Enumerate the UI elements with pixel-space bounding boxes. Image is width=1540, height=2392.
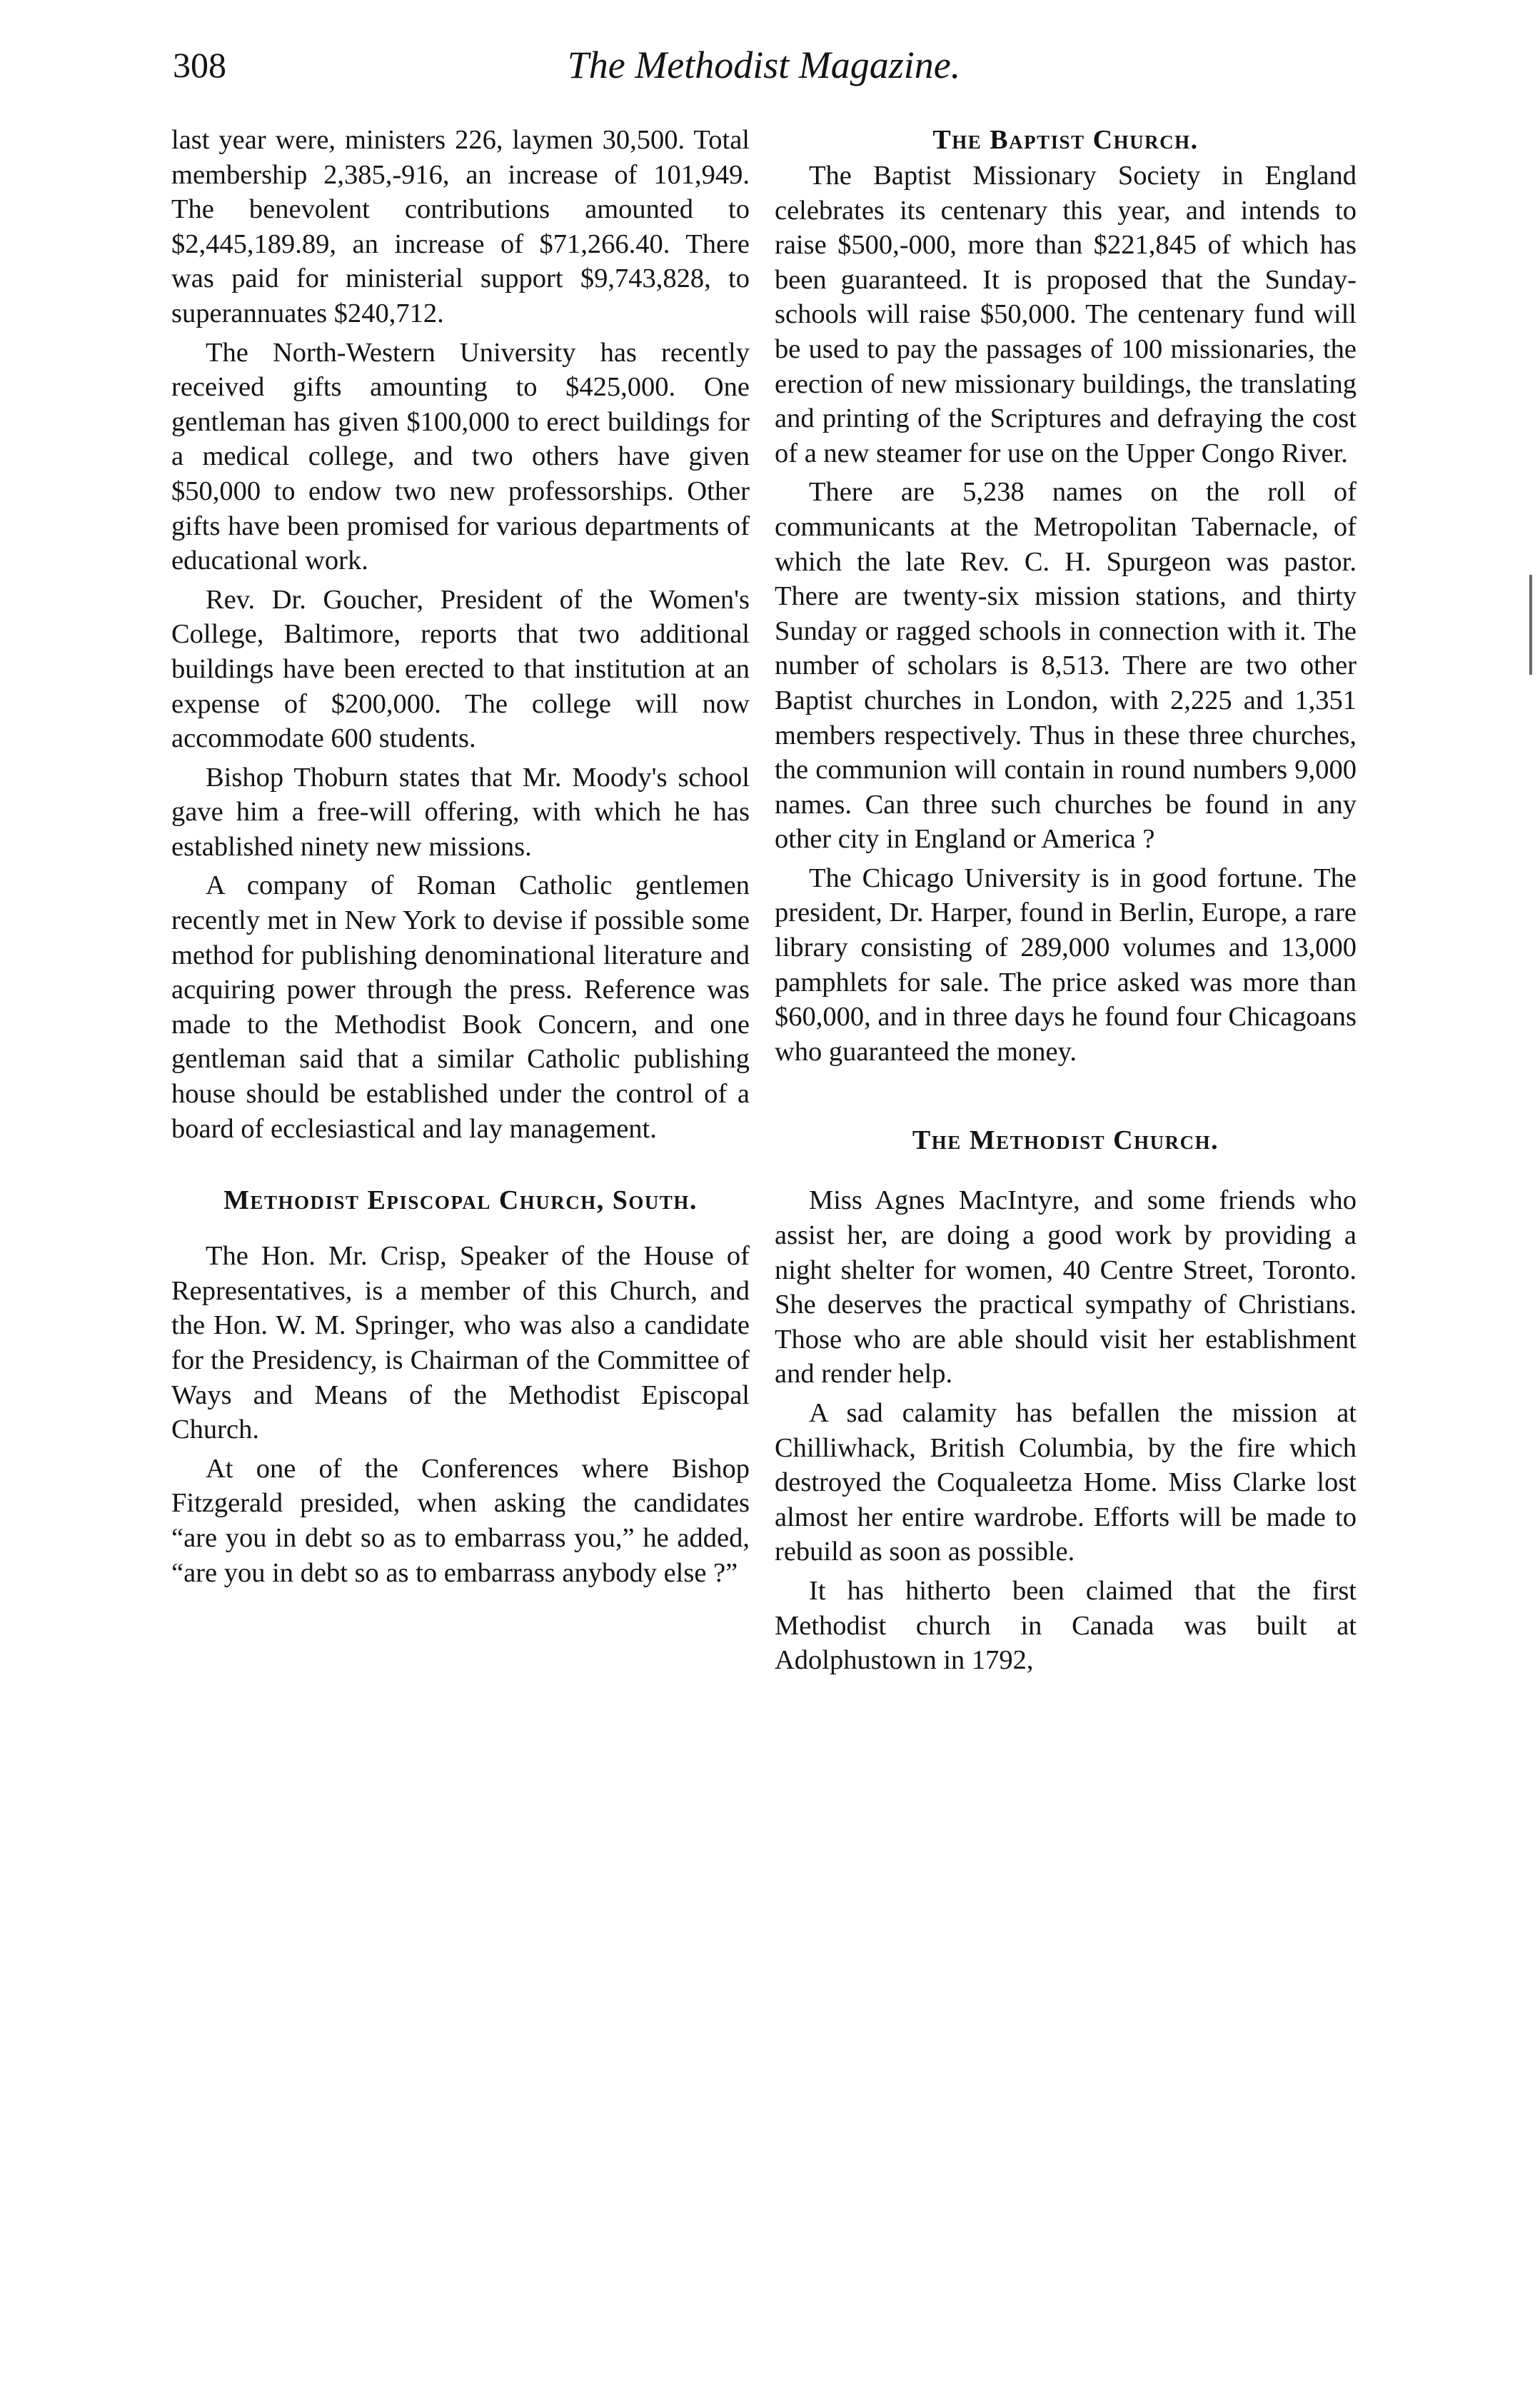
paragraph-first-methodist-church: It has hitherto been claimed that the first Methodist church in Canada was built at Adolphustown in 1792, [775, 1575, 1357, 1676]
running-head: The Methodist Magazine. [567, 44, 961, 86]
paragraph-metropolitan-tabernacle: There are 5,238 names on the roll of communicants at the Metropolitan Tabernacle, of which the late Rev. C. H. Spurgeon was pastor. There are twenty-six mission stations, and thirty Sunday or ragged schools in connection with it. The number of scholars is 8,513. There are two other Baptist churches in London, with 2,225 and 1,351 members respectively. Thus in these three churches, the communion will contain in round numbers 9,000 names. Can three such churches be found in any other city in England or America ? [775, 477, 1357, 855]
paragraph-chicago-university: The Chicago University is in good fortune. The president, Dr. Harper, found in Berlin, Europe, a rare library consisting of 289,000 volumes and 13,000 pamphlets for sale. The price asked was more than $60,000, and in three days he found four Chicagoans who guaranteed the money. [775, 863, 1357, 1067]
page-number: 308 [173, 45, 226, 85]
paragraph-chilliwhack-mission: A sad calamity has befallen the mission at Chilliwhack, British Columbia, by the fire which destroyed the Coqualeetza Home. Miss Clarke lost almost her entire wardrobe. Efforts will be made to rebuild as soon as possible. [775, 1398, 1357, 1567]
paragraph-baptist-missionary-society: The Baptist Missionary Society in England celebrates its centenary this year, and intends to raise $500,-000, more than $221,845 of which has been guaranteed. It is proposed that the Sunday-schools will raise $50,000. The centenary fund will be used to pay the passages of 100 missionaries, the erection of new missionary buildings, the translating and printing of the Scriptures and defraying the cost of a new steamer for use on the Upper Congo River. [775, 161, 1357, 468]
page-header [157, 39, 1371, 96]
paragraph-north-western-university: The North-Western University has recently received gifts amounting to $425,000. One gentleman has given $100,000 to erect buildings for a medical college, and two others have given $50,000 to endow two new professorships. Other gifts have been promised for various departments of educational work. [171, 337, 750, 576]
paragraph-agnes-macintyre: Miss Agnes MacIntyre, and some friends who assist her, are doing a good work by providing a night shelter for women, 40 Centre Street, Toronto. She deserves the practical sympathy of Christians. Those who are able should visit her establishment and render help. [775, 1185, 1357, 1390]
paragraph-womens-college: Rev. Dr. Goucher, President of the Women's College, Baltimore, reports that two additional buildings have been erected to that institution at an expense of $200,000. The college will now accommodate 600 students. [171, 584, 750, 754]
left-column [171, 123, 750, 1594]
paragraph-membership-statistics: last year were, ministers 226, laymen 30,500. Total membership 2,385,-916, an increase of 101,949. The benevolent contributions amounted to $2,445,189.89, an increase of $71,266.40. There was paid for ministerial support $9,743,828, to superannuates $240,712. [171, 125, 750, 328]
paragraph-bishop-fitzgerald: At one of the Conferences where Bishop Fitzgerald presided, when asking the candidates “are you in debt so as to embarrass you,” he added, “are you in debt so as to embarrass anybody else ?” [171, 1453, 750, 1588]
right-column [775, 123, 1357, 1682]
section-heading-baptist-church: The Baptist Church. [932, 125, 1199, 155]
section-heading-methodist-episcopal-south: Methodist Episcopal Church, South. [223, 1185, 698, 1216]
scan-edge-mark [1529, 575, 1532, 675]
paragraph-hon-crisp: The Hon. Mr. Crisp, Speaker of the House of Representatives, is a member of this Church, and the Hon. W. M. Springer, who was also a candidate for the Presidency, is Chairman of the Committee of Ways and Means of the Methodist Episcopal Church. [171, 1241, 750, 1445]
paragraph-bishop-thoburn: Bishop Thoburn states that Mr. Moody's school gave him a free-will offering, with which he has established ninety new missions. [171, 762, 750, 862]
paragraph-catholic-publishing: A company of Roman Catholic gentlemen recently met in New York to devise if possible some method for publishing denominational literature and acquiring power through the press. Reference was made to the Methodist Book Concern, and one gentleman said that a similar Catholic publishing house should be established under the control of a board of ecclesiastical and lay management. [171, 870, 750, 1144]
section-heading-methodist-church: The Methodist Church. [912, 1125, 1219, 1156]
